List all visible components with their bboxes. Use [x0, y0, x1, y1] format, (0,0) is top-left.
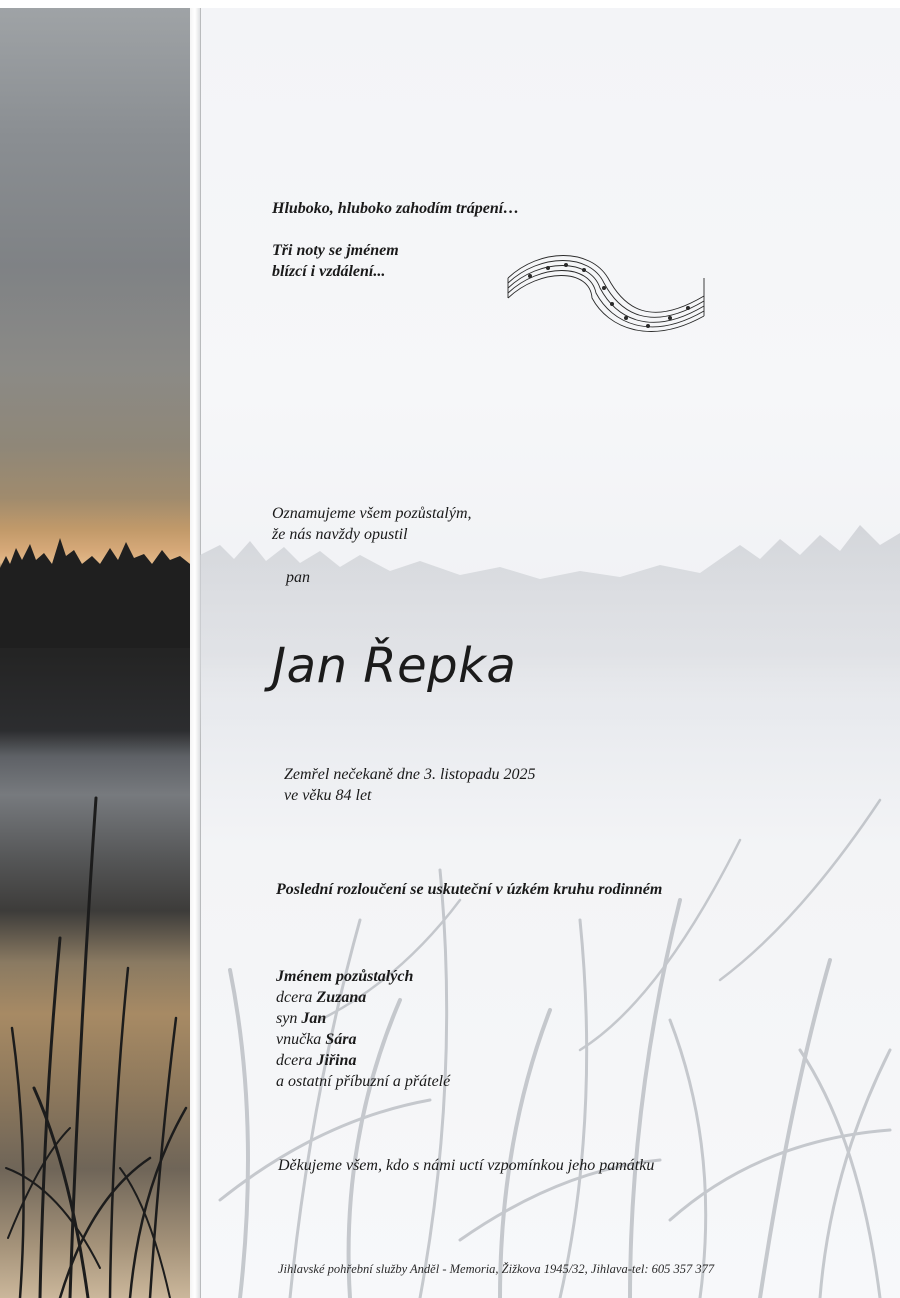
- survivors-heading: Jménem pozůstalých: [276, 968, 414, 985]
- motto-line-3: blízcí i vzdálení...: [272, 263, 386, 280]
- funeral-service-footer: Jihlavské pohřební služby Anděl - Memoria, Žižkova 1945/32, Jihlava-tel: 605 357 377: [278, 1262, 715, 1276]
- survivors-others: a ostatní příbuzní a přátelé: [276, 1073, 451, 1090]
- survivor-name: Jiřina: [316, 1052, 357, 1069]
- motto-verse: [272, 240, 399, 282]
- survivor-name: Sára: [325, 1031, 357, 1048]
- survivor-row: [276, 1008, 450, 1029]
- survivor-relation: syn: [276, 1010, 298, 1027]
- survivor-row: [276, 1029, 450, 1050]
- survivor-relation: vnučka: [276, 1031, 322, 1048]
- announcement-line-2: že nás navždy opustil: [272, 526, 408, 543]
- survivor-name: Jan: [301, 1010, 327, 1027]
- thanks-line: Děkujeme všem, kdo s námi uctí vzpomínkou jeho památku: [278, 1157, 655, 1174]
- sunset-lake-photo: [0, 8, 190, 1298]
- announcement-line-1: Oznamujeme všem pozůstalým,: [272, 505, 472, 522]
- survivor-row: [276, 987, 450, 1008]
- age-line: ve věku 84 let: [284, 787, 372, 804]
- misty-treeline: [200, 515, 900, 745]
- title-pan: pan: [286, 569, 310, 586]
- motto-line-1: Hluboko, hluboko zahodím trápení…: [272, 200, 520, 217]
- deceased-name: Jan Řepka: [272, 638, 517, 694]
- survivor-relation: dcera: [276, 1052, 313, 1069]
- survivor-row: [276, 1050, 450, 1071]
- announcement: [272, 503, 472, 545]
- tree-and-reed-silhouette: [0, 8, 190, 1298]
- death-date-line: Zemřel nečekaně dne 3. listopadu 2025: [284, 766, 536, 783]
- survivors-list: [276, 966, 450, 1092]
- music-staff-wave-icon: [500, 238, 712, 338]
- survivor-name: Zuzana: [316, 989, 367, 1006]
- death-info: [284, 764, 536, 806]
- survivor-relation: dcera: [276, 989, 313, 1006]
- vertical-divider: [190, 8, 200, 1298]
- motto-line-2: Tři noty se jménem: [272, 242, 399, 259]
- farewell-notice: Poslední rozloučení se uskuteční v úzkém kruhu rodinném: [276, 881, 663, 898]
